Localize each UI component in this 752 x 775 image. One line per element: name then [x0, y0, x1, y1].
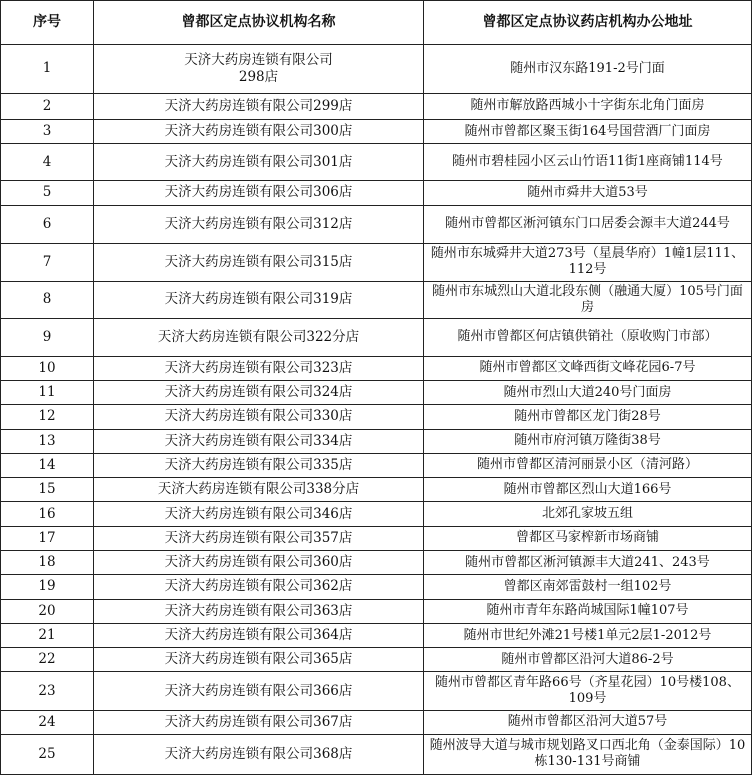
row-address-cell: 随州市解放路西城小十字街东北角门面房: [424, 93, 752, 119]
row-name-cell: 天济大药房连锁有限公司330店: [94, 405, 424, 429]
table-row: [1, 356, 752, 380]
row-index-cell: 10: [1, 356, 94, 380]
row-name-cell: 天济大药房连锁有限公司322分店: [94, 318, 424, 356]
row-name-cell: 天济大药房连锁有限公司367店: [94, 710, 424, 734]
row-index-cell: 23: [1, 672, 94, 710]
row-name-cell: 天济大药房连锁有限公司324店: [94, 380, 424, 404]
row-index-cell: 21: [1, 623, 94, 647]
row-name-cell: 天济大药房连锁有限公司338分店: [94, 478, 424, 502]
table-row: [1, 648, 752, 672]
row-name-cell: 天济大药房连锁有限公司300店: [94, 120, 424, 144]
row-name-cell: 天济大药房连锁有限公司364店: [94, 623, 424, 647]
row-index-cell: 1: [1, 45, 94, 94]
row-index-cell: 17: [1, 526, 94, 550]
row-name-cell: 天济大药房连锁有限公司319店: [94, 281, 424, 318]
row-index-cell: 12: [1, 405, 94, 429]
row-address-cell: 北郊孔家坡五组: [424, 502, 752, 526]
row-index-cell: 13: [1, 429, 94, 453]
row-name-cell: 天济大药房连锁有限公司360店: [94, 551, 424, 575]
row-address-cell: 随州市曾都区沿河大道57号: [424, 710, 752, 734]
row-name-cell: 天济大药房连锁有限公司334店: [94, 429, 424, 453]
table-row: [1, 599, 752, 623]
table-row: [1, 405, 752, 429]
row-index-cell: 7: [1, 243, 94, 281]
row-index-cell: 18: [1, 551, 94, 575]
row-index-cell: 5: [1, 181, 94, 205]
table-row: [1, 120, 752, 144]
row-address-cell: 随州市青年东路尚城国际1幢107号: [424, 599, 752, 623]
row-address-cell: 随州市东城舜井大道273号（星晨华府）1幢1层111、112号: [424, 243, 752, 281]
table-row: [1, 318, 752, 356]
table-row: [1, 623, 752, 647]
table-row: [1, 93, 752, 119]
header-name: 曾都区定点协议机构名称: [94, 1, 424, 45]
row-index-cell: 25: [1, 734, 94, 774]
row-index-cell: 2: [1, 93, 94, 119]
row-index-cell: 20: [1, 599, 94, 623]
row-address-cell: 随州市曾都区龙门街28号: [424, 405, 752, 429]
table-row: [1, 45, 752, 94]
row-index-cell: 11: [1, 380, 94, 404]
table-row: [1, 575, 752, 599]
row-address-cell: 随州市曾都区沿河大道86-2号: [424, 648, 752, 672]
row-name-cell: 天济大药房连锁有限公司363店: [94, 599, 424, 623]
row-name-cell: 天济大药房连锁有限公司335店: [94, 453, 424, 477]
row-address-cell: 随州市舜井大道53号: [424, 181, 752, 205]
table-row: [1, 551, 752, 575]
row-address-cell: 随州市汉东路191-2号门面: [424, 45, 752, 94]
table-row: [1, 672, 752, 710]
table-row: [1, 181, 752, 205]
table-row: [1, 526, 752, 550]
row-address-cell: 随州市曾都区清河丽景小区（清河路）: [424, 453, 752, 477]
row-name-cell: 天济大药房连锁有限公司299店: [94, 93, 424, 119]
row-name-cell: 天济大药房连锁有限公司323店: [94, 356, 424, 380]
row-address-cell: 随州市曾都区淅河镇东门口居委会源丰大道244号: [424, 205, 752, 243]
row-index-cell: 24: [1, 710, 94, 734]
row-address-cell: 随州市曾都区淅河镇源丰大道241、243号: [424, 551, 752, 575]
table-row: [1, 453, 752, 477]
row-index-cell: 15: [1, 478, 94, 502]
row-index-cell: 9: [1, 318, 94, 356]
row-address-cell: 随州市曾都区聚玉街164号国营酒厂门面房: [424, 120, 752, 144]
table-row: [1, 502, 752, 526]
row-index-cell: 4: [1, 144, 94, 181]
header-row: [1, 1, 752, 45]
row-name-cell: 天济大药房连锁有限公司 298店: [94, 45, 424, 94]
row-address-cell: 曾都区南郊雷鼓村一组102号: [424, 575, 752, 599]
table-row: [1, 144, 752, 181]
row-address-cell: 随州市烈山大道240号门面房: [424, 380, 752, 404]
row-address-cell: 随州市碧桂园小区云山竹语11街1座商铺114号: [424, 144, 752, 181]
row-address-cell: 随州市世纪外滩21号楼1单元2层1-2012号: [424, 623, 752, 647]
row-address-cell: 随州市曾都区青年路66号（齐星花园）10号楼108、109号: [424, 672, 752, 710]
row-name-cell: 天济大药房连锁有限公司362店: [94, 575, 424, 599]
row-address-cell: 随州市东城烈山大道北段东侧（融通大厦）105号门面房: [424, 281, 752, 318]
table-row: [1, 205, 752, 243]
table-row: [1, 478, 752, 502]
row-name-cell: 天济大药房连锁有限公司301店: [94, 144, 424, 181]
row-name-cell: 天济大药房连锁有限公司365店: [94, 648, 424, 672]
row-name-cell: 天济大药房连锁有限公司357店: [94, 526, 424, 550]
row-index-cell: 14: [1, 453, 94, 477]
row-address-cell: 随州波导大道与城市规划路叉口西北角（金泰国际）10栋130-131号商铺: [424, 734, 752, 774]
row-name-cell: 天济大药房连锁有限公司306店: [94, 181, 424, 205]
row-address-cell: 随州市曾都区文峰西街文峰花园6-7号: [424, 356, 752, 380]
row-name-cell: 天济大药房连锁有限公司368店: [94, 734, 424, 774]
row-name-cell: 天济大药房连锁有限公司366店: [94, 672, 424, 710]
table-row: [1, 734, 752, 774]
table-row: [1, 243, 752, 281]
row-name-cell: 天济大药房连锁有限公司312店: [94, 205, 424, 243]
table-row: [1, 429, 752, 453]
row-address-cell: 随州市曾都区何店镇供销社（原收购门市部）: [424, 318, 752, 356]
table-row: [1, 380, 752, 404]
row-name-cell: 天济大药房连锁有限公司315店: [94, 243, 424, 281]
row-index-cell: 22: [1, 648, 94, 672]
table-row: [1, 281, 752, 318]
header-address: 曾都区定点协议药店机构办公地址: [424, 1, 752, 45]
row-index-cell: 3: [1, 120, 94, 144]
row-index-cell: 6: [1, 205, 94, 243]
row-index-cell: 16: [1, 502, 94, 526]
table-body: [1, 45, 752, 775]
row-address-cell: 曾都区马家榨新市场商铺: [424, 526, 752, 550]
row-index-cell: 8: [1, 281, 94, 318]
row-name-cell: 天济大药房连锁有限公司346店: [94, 502, 424, 526]
row-index-cell: 19: [1, 575, 94, 599]
table-row: [1, 710, 752, 734]
row-address-cell: 随州市曾都区烈山大道166号: [424, 478, 752, 502]
header-index: 序号: [1, 1, 94, 45]
row-address-cell: 随州市府河镇万隆街38号: [424, 429, 752, 453]
